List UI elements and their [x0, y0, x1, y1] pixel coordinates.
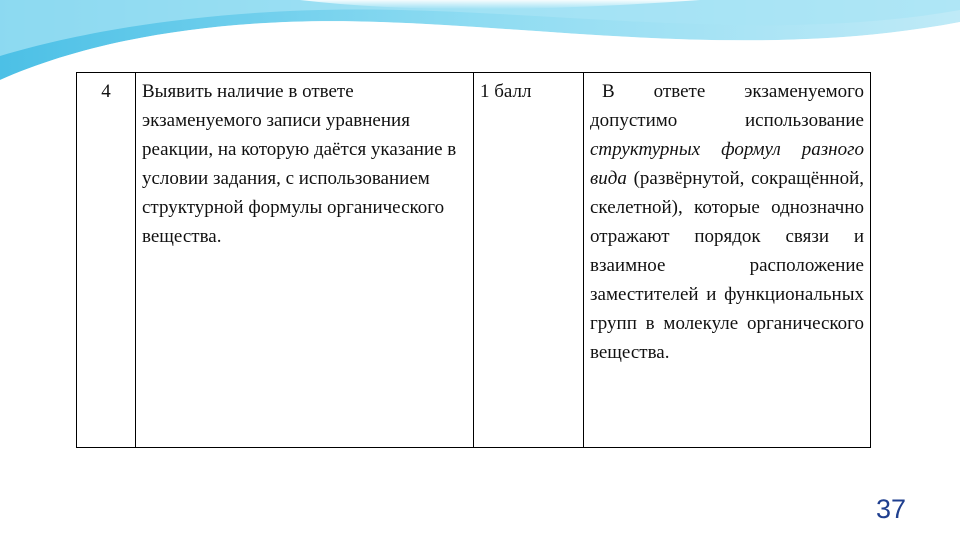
- comment-italic: структурных формул разного вида: [590, 139, 864, 189]
- slide-number: 37: [876, 494, 907, 524]
- criterion-text: Выявить наличие в ответе экзаменуемого записи уравнения реакции, на которую даётся указание в условии задания, с использованием структурной формулы органического вещества.: [136, 73, 474, 448]
- score-text: 1 балл: [474, 73, 584, 448]
- criteria-table: [76, 72, 871, 448]
- comment-cell: [584, 73, 871, 448]
- table-row: [77, 73, 871, 448]
- comment-part-2: (развёрнутой, сокращённой, скелетной), которые однозначно отражают порядок связи и взаимное расположение заместителей и функциональных групп в молекуле органического вещества.: [590, 168, 864, 363]
- comment-part-1: В ответе экзаменуемого допустимо использование: [590, 81, 864, 131]
- comment-text: [590, 77, 864, 367]
- row-number: 4: [77, 73, 136, 448]
